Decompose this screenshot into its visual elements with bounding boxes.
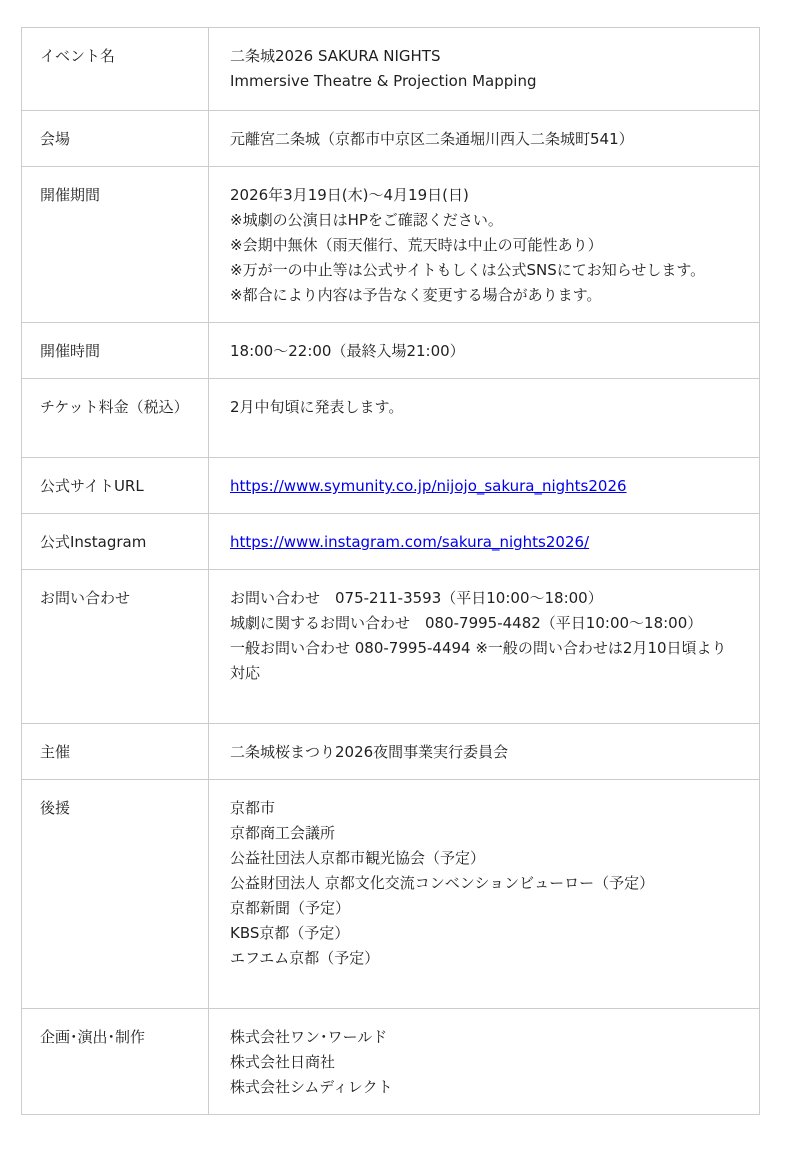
row-value: [209, 111, 759, 166]
row-value: [209, 724, 759, 779]
row-label: 後援: [22, 780, 209, 1008]
row-supporters: [22, 779, 759, 1008]
value-line: ※城劇の公演日はHPをご確認ください。: [230, 211, 503, 229]
value-line: ※都合により内容は予告なく変更する場合があります。: [230, 286, 602, 304]
row-value: [209, 28, 759, 110]
row-value: [209, 1009, 759, 1114]
value-line: KBS京都（予定）: [230, 924, 350, 942]
value-line: 18:00～22:00（最終入場21:00）: [230, 342, 465, 360]
official-site-link[interactable]: https://www.symunity.co.jp/nijojo_sakura_nights2026: [230, 477, 627, 495]
row-contact: [22, 569, 759, 723]
row-production: [22, 1008, 759, 1114]
value-line: ※会期中無休（雨天催行、荒天時は中止の可能性あり）: [230, 236, 603, 254]
row-label: チケット料金（税込）: [22, 379, 209, 457]
row-value: [209, 323, 759, 378]
row-official-site: [22, 457, 759, 513]
row-label: お問い合わせ: [22, 570, 209, 723]
row-label: 開催時間: [22, 323, 209, 378]
value-line: エフエム京都（予定）: [230, 949, 380, 967]
row-organizer: [22, 723, 759, 779]
value-line: 一般お問い合わせ 080-7995-4494 ※一般の問い合わせは2月10日頃より対応: [230, 639, 727, 682]
row-label: 会場: [22, 111, 209, 166]
row-label: 公式サイトURL: [22, 458, 209, 513]
row-label: 企画･演出･制作: [22, 1009, 209, 1114]
value-line: 公益財団法人 京都文化交流コンベンションビューロー（予定）: [230, 874, 655, 892]
value-line: 公益社団法人京都市観光協会（予定）: [230, 849, 486, 867]
event-info-table: [21, 27, 760, 1115]
value-line: お問い合わせ 075-211-3593（平日10:00～18:00）: [230, 589, 603, 607]
row-value: [209, 570, 759, 723]
value-line: ※万が一の中止等は公式サイトもしくは公式SNSにてお知らせします。: [230, 261, 706, 279]
value-line: 京都商工会議所: [230, 824, 336, 842]
value-line: 株式会社日商社: [230, 1053, 336, 1071]
row-label: 公式Instagram: [22, 514, 209, 569]
value-line: 京都新聞（予定）: [230, 899, 351, 917]
row-value: [209, 458, 759, 513]
row-value: [209, 514, 759, 569]
row-label: イベント名: [22, 28, 209, 110]
row-label: 開催期間: [22, 167, 209, 322]
value-line: 株式会社ワン･ワールド: [230, 1028, 388, 1046]
row-label: 主催: [22, 724, 209, 779]
value-line: 二条城桜まつり2026夜間事業実行委員会: [230, 743, 509, 761]
value-line: 2月中旬頃に発表します。: [230, 398, 404, 416]
instagram-link[interactable]: https://www.instagram.com/sakura_nights2026/: [230, 533, 590, 551]
row-value: [209, 379, 759, 457]
row-ticket-price: [22, 378, 759, 457]
row-venue: [22, 110, 759, 166]
value-line: 元離宮二条城（京都市中京区二条通堀川西入二条城町541）: [230, 130, 634, 148]
row-hours: [22, 322, 759, 378]
value-line: 二条城2026 SAKURA NIGHTS: [230, 47, 441, 65]
value-line: 株式会社シムディレクト: [230, 1078, 393, 1096]
row-official-instagram: [22, 513, 759, 569]
value-line: Immersive Theatre & Projection Mapping: [230, 72, 537, 90]
value-line: 城劇に関するお問い合わせ 080-7995-4482（平日10:00～18:00）: [230, 614, 703, 632]
row-event-name: [22, 28, 759, 110]
value-line: 京都市: [230, 799, 276, 817]
row-dates: [22, 166, 759, 322]
row-value: [209, 167, 759, 322]
value-line: 2026年3月19日(木)～4月19日(日): [230, 186, 469, 204]
row-value: [209, 780, 759, 1008]
